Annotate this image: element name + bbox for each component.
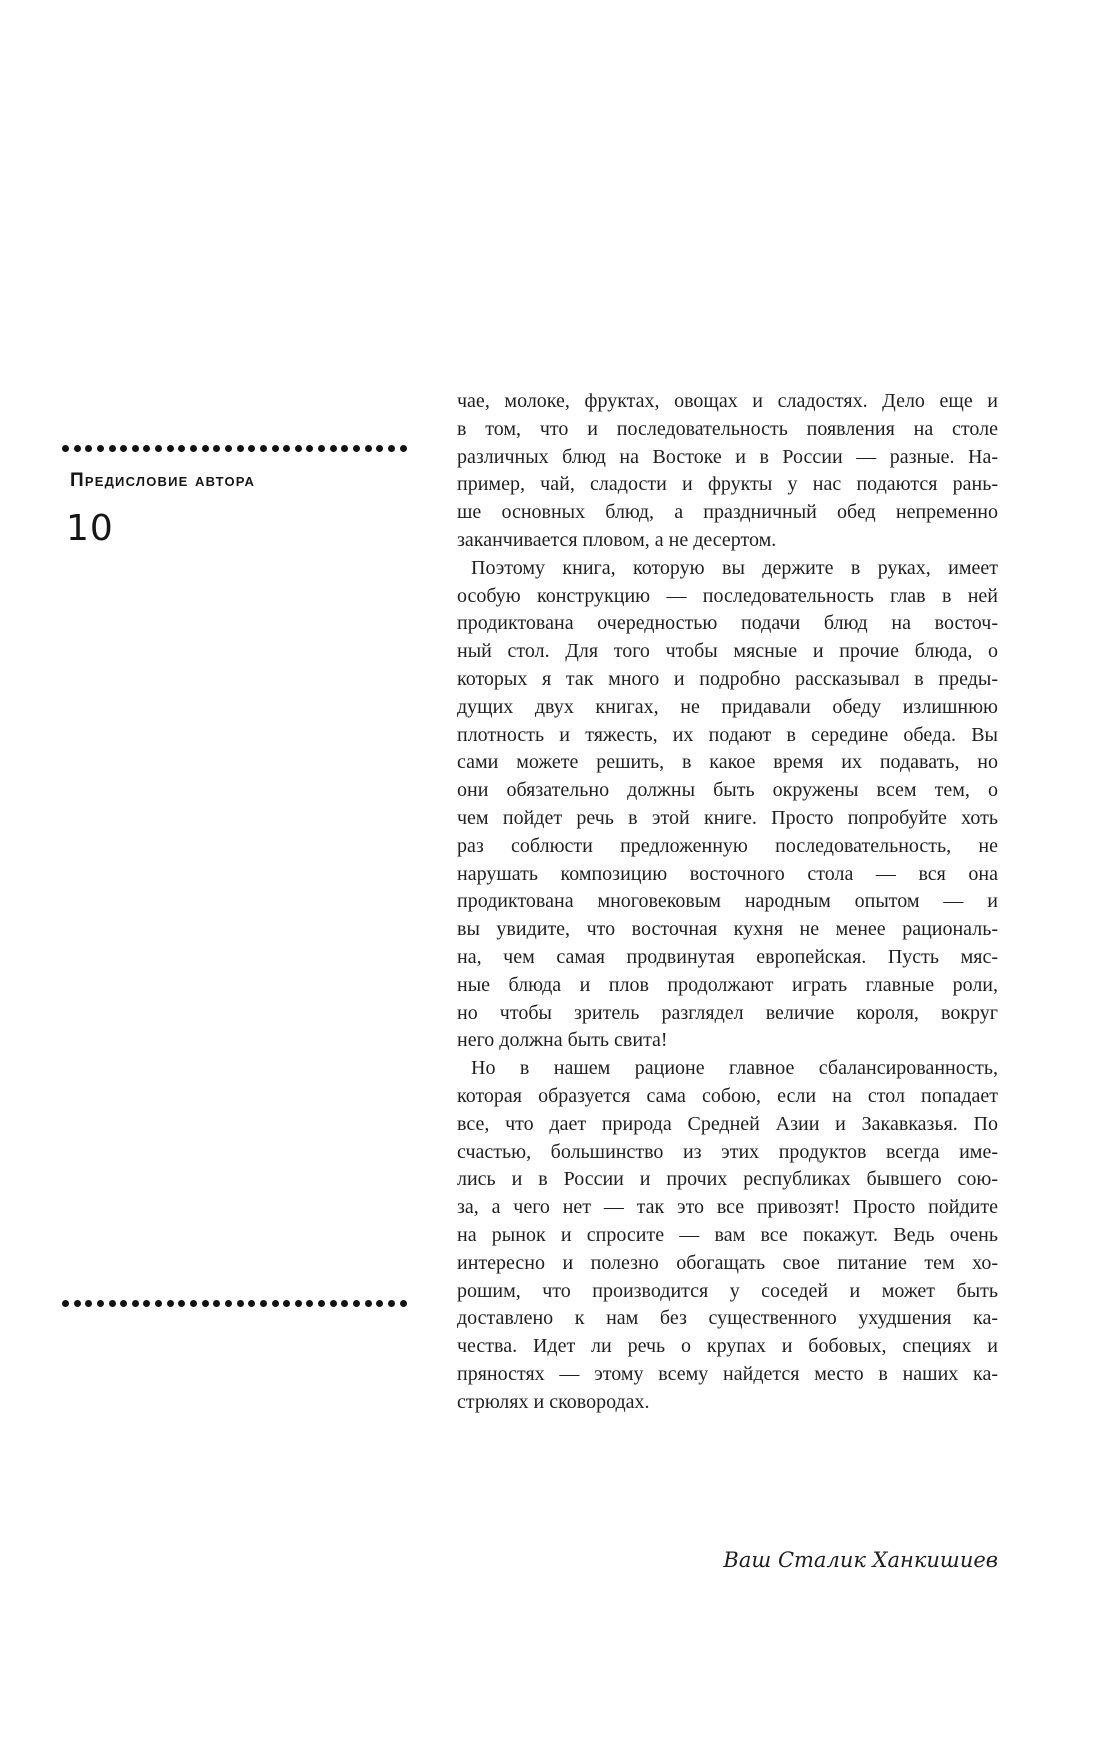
text-line: чем пойдет речь в этой книге. Просто попробуйте хоть bbox=[457, 806, 998, 829]
text-line: лись и в России и прочих республиках бывшего сою- bbox=[457, 1168, 998, 1191]
dot bbox=[306, 1300, 313, 1307]
dot bbox=[62, 1300, 69, 1307]
dot bbox=[353, 445, 360, 452]
text-line: плотность и тяжесть, их подают в середине обеда. Вы bbox=[457, 723, 998, 746]
text-line: сами можете решить, в какое время их подавать, но bbox=[457, 751, 998, 774]
dot bbox=[341, 445, 348, 452]
section-label: Предисловие автора bbox=[70, 470, 256, 491]
text-line: ный стол. Для того чтобы мясные и прочие блюда, о bbox=[457, 640, 998, 663]
dot bbox=[237, 445, 244, 452]
dot bbox=[388, 445, 395, 452]
text-line: за, а чего нет — так это все привозят! Просто пойдите bbox=[457, 1196, 998, 1219]
dot bbox=[85, 445, 92, 452]
text-line: особую конструкцию — последовательность глав в ней bbox=[457, 584, 998, 607]
paragraph bbox=[457, 555, 998, 1055]
text-line: чества. Идет ли речь о крупах и бобовых, специях и bbox=[457, 1335, 998, 1358]
text-line: раз соблюсти предложенную последовательность, не bbox=[457, 834, 998, 857]
dot bbox=[225, 1300, 232, 1307]
dot bbox=[213, 1300, 220, 1307]
dot bbox=[62, 445, 69, 452]
dot bbox=[272, 445, 279, 452]
text-line: но чтобы зритель разглядел величие короля, вокруг bbox=[457, 1001, 998, 1024]
dot bbox=[213, 445, 220, 452]
text-line: которая образуется сама собою, если на стол попадает bbox=[457, 1084, 998, 1107]
text-line: нарушать композицию восточного стола — вся она bbox=[457, 862, 998, 885]
dot bbox=[120, 445, 127, 452]
dot bbox=[202, 445, 209, 452]
dot bbox=[167, 1300, 174, 1307]
dot bbox=[237, 1300, 244, 1307]
text-line: ные блюда и плов продолжают играть главные роли, bbox=[457, 973, 998, 996]
dot bbox=[202, 1300, 209, 1307]
dot bbox=[120, 1300, 127, 1307]
dot bbox=[260, 445, 267, 452]
text-line: ше основных блюд, а праздничный обед непременно bbox=[457, 501, 998, 524]
dot bbox=[376, 1300, 383, 1307]
text-line: доставлено к нам без существенного ухудшения ка- bbox=[457, 1307, 998, 1330]
dot bbox=[295, 445, 302, 452]
dot bbox=[143, 445, 150, 452]
dot bbox=[353, 1300, 360, 1307]
dot bbox=[132, 445, 139, 452]
dot bbox=[167, 445, 174, 452]
dot bbox=[400, 1300, 407, 1307]
dot bbox=[283, 1300, 290, 1307]
dot bbox=[248, 445, 255, 452]
dot bbox=[272, 1300, 279, 1307]
text-line: заканчивается пловом, а не десертом. bbox=[457, 528, 777, 551]
paragraph bbox=[457, 388, 998, 555]
text-line: в том, что и последовательность появления на столе bbox=[457, 417, 998, 440]
dot bbox=[178, 445, 185, 452]
text-line: стрюлях и сковородах. bbox=[457, 1390, 650, 1413]
text-line: него должна быть свита! bbox=[457, 1029, 668, 1052]
dot bbox=[109, 445, 116, 452]
text-line: которых я так много и подробно рассказывал в преды- bbox=[457, 667, 998, 690]
text-line: Но в нашем рационе главное сбалансированность, bbox=[471, 1057, 998, 1080]
dotted-divider-bottom bbox=[62, 1299, 407, 1307]
text-line: чае, молоке, фруктах, овощах и сладостях. Дело еще и bbox=[457, 390, 998, 412]
text-line: дущих двух книгах, не придавали обеду излишнюю bbox=[457, 695, 998, 718]
dot bbox=[74, 445, 81, 452]
text-line: Поэтому книга, которую вы держите в руках, имеет bbox=[471, 556, 998, 579]
dot bbox=[365, 1300, 372, 1307]
text-line: они обязательно должны быть окружены всем тем, о bbox=[457, 779, 998, 802]
text-line: вы увидите, что восточная кухня не менее рациональ- bbox=[457, 918, 998, 941]
dot bbox=[295, 1300, 302, 1307]
dot bbox=[97, 445, 104, 452]
text-line: на, чем самая продвинутая европейская. Пусть мяс- bbox=[457, 945, 998, 968]
dot bbox=[132, 1300, 139, 1307]
dot bbox=[388, 1300, 395, 1307]
body-text bbox=[457, 388, 998, 1416]
dot bbox=[143, 1300, 150, 1307]
dot bbox=[74, 1300, 81, 1307]
text-line: на рынок и спросите — вам все покажут. Ведь очень bbox=[457, 1223, 998, 1246]
dotted-divider-top bbox=[62, 444, 407, 452]
dot bbox=[248, 1300, 255, 1307]
text-line: различных блюд на Востоке и в России — разные. На- bbox=[457, 445, 998, 468]
dot bbox=[306, 445, 313, 452]
dot bbox=[318, 445, 325, 452]
dot bbox=[109, 1300, 116, 1307]
dot bbox=[341, 1300, 348, 1307]
text-line: продиктована многовековым народным опытом — и bbox=[457, 890, 998, 913]
dot bbox=[365, 445, 372, 452]
text-line: интересно и полезно обогащать свое питание тем хо- bbox=[457, 1251, 998, 1274]
dot bbox=[190, 445, 197, 452]
dot bbox=[400, 445, 407, 452]
text-line: пряностях — этому всему найдется место в наших ка- bbox=[457, 1362, 998, 1385]
dot bbox=[330, 445, 337, 452]
dot bbox=[318, 1300, 325, 1307]
dot bbox=[97, 1300, 104, 1307]
dot bbox=[155, 445, 162, 452]
page-number: 10 bbox=[66, 508, 114, 549]
dot bbox=[376, 445, 383, 452]
text-line: пример, чай, сладости и фрукты у нас подаются рань- bbox=[457, 473, 998, 496]
dot bbox=[260, 1300, 267, 1307]
paragraph bbox=[457, 1055, 998, 1416]
dot bbox=[283, 445, 290, 452]
text-line: все, что дает природа Средней Азии и Закавказья. По bbox=[457, 1112, 998, 1135]
dot bbox=[330, 1300, 337, 1307]
dot bbox=[155, 1300, 162, 1307]
text-line: рошим, что производится у соседей и может быть bbox=[457, 1279, 998, 1302]
text-line: продиктована очередностью подачи блюд на восточ- bbox=[457, 612, 998, 635]
dot bbox=[178, 1300, 185, 1307]
text-line: счастью, большинство из этих продуктов всегда име- bbox=[457, 1140, 998, 1163]
author-signature: Ваш Сталик Ханкишиев bbox=[723, 1548, 998, 1572]
dot bbox=[85, 1300, 92, 1307]
dot bbox=[190, 1300, 197, 1307]
dot bbox=[225, 445, 232, 452]
